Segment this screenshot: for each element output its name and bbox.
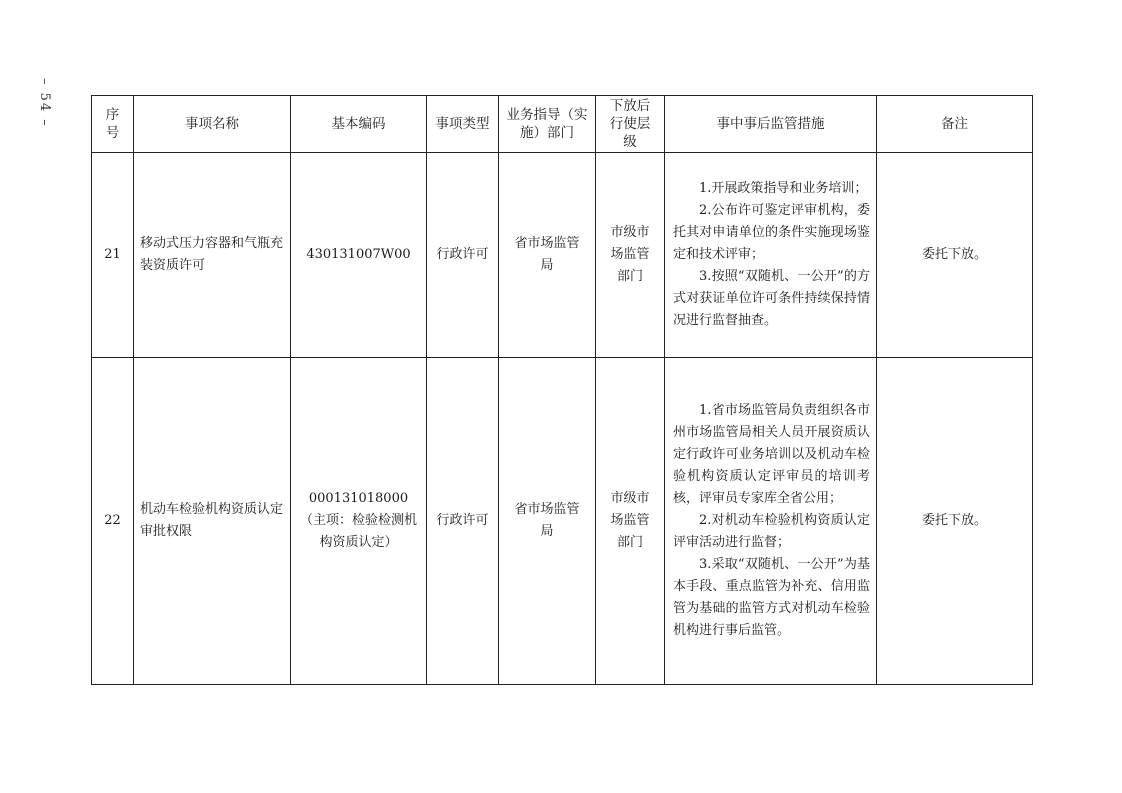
measure-item: 2.公布许可鉴定评审机构，委托其对申请单位的条件实施现场鉴定和技术评审； — [673, 203, 870, 262]
header-code: 基本编码 — [291, 96, 427, 153]
cell-measures — [665, 153, 877, 358]
header-dept: 业务指导（实施）部门 — [499, 96, 596, 153]
cell-seq: 22 — [92, 358, 134, 685]
measure-item: 1.省市场监管局负责组织各市州市场监管局相关人员开展资质认定行政许可业务培训以及机动车检验机构资质认定评审员的培训考核，评审员专家库全省公用； — [673, 403, 870, 506]
header-measures: 事中事后监管措施 — [665, 96, 877, 153]
header-name: 事项名称 — [134, 96, 291, 153]
regulatory-items-table — [91, 95, 1033, 685]
measure-item: 3.按照“双随机、一公开”的方式对获证单位许可条件持续保持情况进行监督抽查。 — [673, 269, 870, 328]
measure-item: 1.开展政策指导和业务培训； — [699, 181, 868, 196]
cell-name: 移动式压力容器和气瓶充装资质许可 — [134, 153, 291, 358]
cell-type: 行政许可 — [427, 153, 499, 358]
measure-item: 3.采取“双随机、一公开”为基本手段、重点监管为补充、信用监管为基础的监管方式对机动车检验机构进行事后监管。 — [673, 557, 870, 638]
cell-name: 机动车检验机构资质认定审批权限 — [134, 358, 291, 685]
cell-level: 市级市场监管部门 — [596, 358, 665, 685]
cell-code: 430131007W00 — [291, 153, 427, 358]
cell-remark: 委托下放。 — [877, 358, 1033, 685]
cell-level: 市级市场监管部门 — [596, 153, 665, 358]
cell-code: 000131018000（主项：检验检测机构资质认定） — [291, 358, 427, 685]
header-level: 下放后行使层级 — [596, 96, 665, 153]
cell-remark: 委托下放。 — [877, 153, 1033, 358]
header-row — [92, 96, 1033, 153]
table-row — [92, 153, 1033, 358]
header-remark: 备注 — [877, 96, 1033, 153]
measure-item: 2.对机动车检验机构资质认定评审活动进行监督； — [673, 513, 870, 550]
table-row — [92, 358, 1033, 685]
page-number: – 54 – — [37, 78, 52, 128]
cell-seq: 21 — [92, 153, 134, 358]
cell-measures — [665, 358, 877, 685]
cell-type: 行政许可 — [427, 358, 499, 685]
cell-dept: 省市场监管局 — [499, 153, 596, 358]
cell-dept: 省市场监管局 — [499, 358, 596, 685]
header-type: 事项类型 — [427, 96, 499, 153]
header-seq: 序号 — [92, 96, 134, 153]
